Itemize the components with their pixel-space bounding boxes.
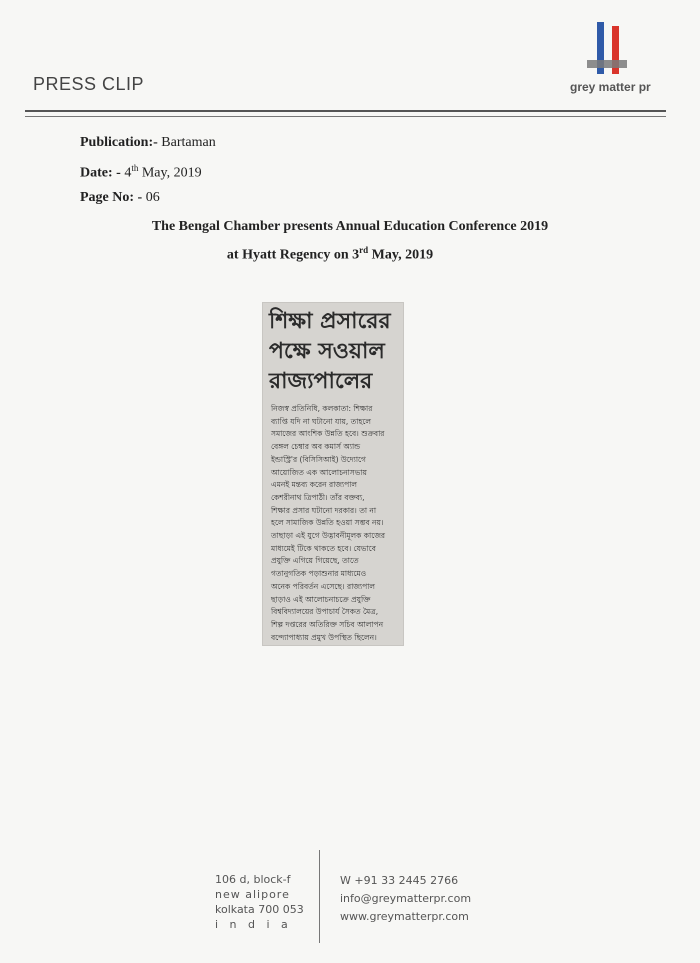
grey-matter-logo-icon <box>585 18 629 80</box>
publication-label: Publication:- <box>80 135 158 150</box>
publication-value: Bartaman <box>161 135 216 150</box>
footer-address <box>215 872 310 932</box>
publication-line <box>80 135 216 151</box>
page-value: 06 <box>145 190 160 205</box>
clipping-body-line: মাধ্যমেই টিকে থাকতে হবে। যেভাবে <box>271 543 376 553</box>
page-label: Page No: - <box>80 190 143 205</box>
header-rule <box>25 110 666 112</box>
date-rest: May, 2019 <box>141 165 202 181</box>
press-clip-label: PRESS CLIP <box>33 74 145 94</box>
clipping-title-line: রাজ্যপালের <box>269 369 373 394</box>
footer-email[interactable]: info@greymatterpr.com <box>340 892 472 905</box>
clipping-body-line: তাছাড়া এই যুগে উদ্ভাবনীমূলক কাজের <box>271 531 386 541</box>
brand-name: grey matter pr <box>570 80 651 94</box>
address-line: new alipore <box>215 888 290 901</box>
footer-phone: W +91 33 2445 2766 <box>340 874 459 887</box>
date-suffix: th <box>131 163 139 173</box>
clipping-body-line: এমনই মন্তব্য করেন রাজ্যপাল <box>271 480 357 490</box>
clipping-body-line: অনেক পরিবর্তন এসেছে। রাজ্যপাল <box>271 581 375 591</box>
page-line <box>80 190 160 206</box>
clipping-body-line: আয়োজিত এক আলোচনাসভায় <box>271 467 367 477</box>
clipping-title <box>269 307 397 397</box>
headline-line-2-prefix: at Hyatt Regency on 3 <box>226 247 360 263</box>
date-day: 4 <box>124 165 132 181</box>
address-line: i n d i a <box>215 918 292 931</box>
clipping-body-line: গতানুগতিক পড়াশুনার মাধ্যমেও <box>271 569 367 579</box>
address-line: 106 d, block-f <box>215 873 291 886</box>
clipping-body-line: শিক্ষার প্রসার ঘটানো দরকার। তা না <box>271 505 377 515</box>
headline-line-2 <box>0 245 670 264</box>
footer-website[interactable]: www.greymatterpr.com <box>340 910 469 923</box>
clipping-body-line: শিল্প দপ্তরের অতিরিক্ত সচিব আলাপন <box>271 619 384 629</box>
headline-line-2-rest: May, 2019 <box>371 247 434 263</box>
footer-divider <box>319 850 320 943</box>
clipping-title-line: পক্ষে সওয়াল <box>269 339 385 364</box>
headline-line-1: The Bengal Chamber presents Annual Education Conference 2019 <box>151 219 549 234</box>
clipping-body-line: বন্দ্যোপাধ্যায় প্রমুখ উপস্থিত ছিলেন। <box>271 632 377 642</box>
clipping-body-line: ব্যাপ্তি যদি না ঘটানো যায়, তাহলে <box>271 416 372 426</box>
newspaper-clipping <box>263 303 403 645</box>
footer-contact <box>340 872 471 926</box>
clipping-body-line: বেঙ্গল চেম্বার অব কমার্স অ্যান্ড <box>271 442 361 452</box>
date-line <box>80 163 202 182</box>
clipping-body-line: প্রযুক্তি এগিয়ে গিয়েছে, তাতে <box>271 556 359 566</box>
clipping-body-line: ছাড়াও এই আলোচনাচক্রে প্রযুক্তি <box>271 594 371 604</box>
headline-line-2-suffix: rd <box>359 245 369 255</box>
address-line: kolkata 700 053 <box>215 903 304 916</box>
clipping-body-line: সমাজের আংশিক উন্নতি হবে। শুক্রবার <box>271 429 385 439</box>
clipping-body-line: বিশ্ববিদ্যালয়ের উপাচার্য সৈকত মৈত্র, <box>271 607 379 617</box>
clipping-body-line: হলে সামাজিক উন্নতি হওয়া সম্ভব নয়। <box>271 518 384 528</box>
date-label: Date: - <box>80 165 121 181</box>
clipping-body-line: নিজস্ব প্রতিনিধি, কলকাতা: শিক্ষার <box>271 404 373 413</box>
clipping-body-line: কেশরীনাথ ত্রিপাঠী। তাঁর বক্তব্য, <box>271 492 365 502</box>
clipping-body <box>271 403 397 644</box>
header-rule-thin <box>25 116 666 117</box>
clipping-body-line: ইন্ডাস্ট্রি'র (বিসিসিআই) উদ্যোগে <box>271 454 366 464</box>
clipping-title-line: শিক্ষা প্রসারের <box>269 309 391 334</box>
